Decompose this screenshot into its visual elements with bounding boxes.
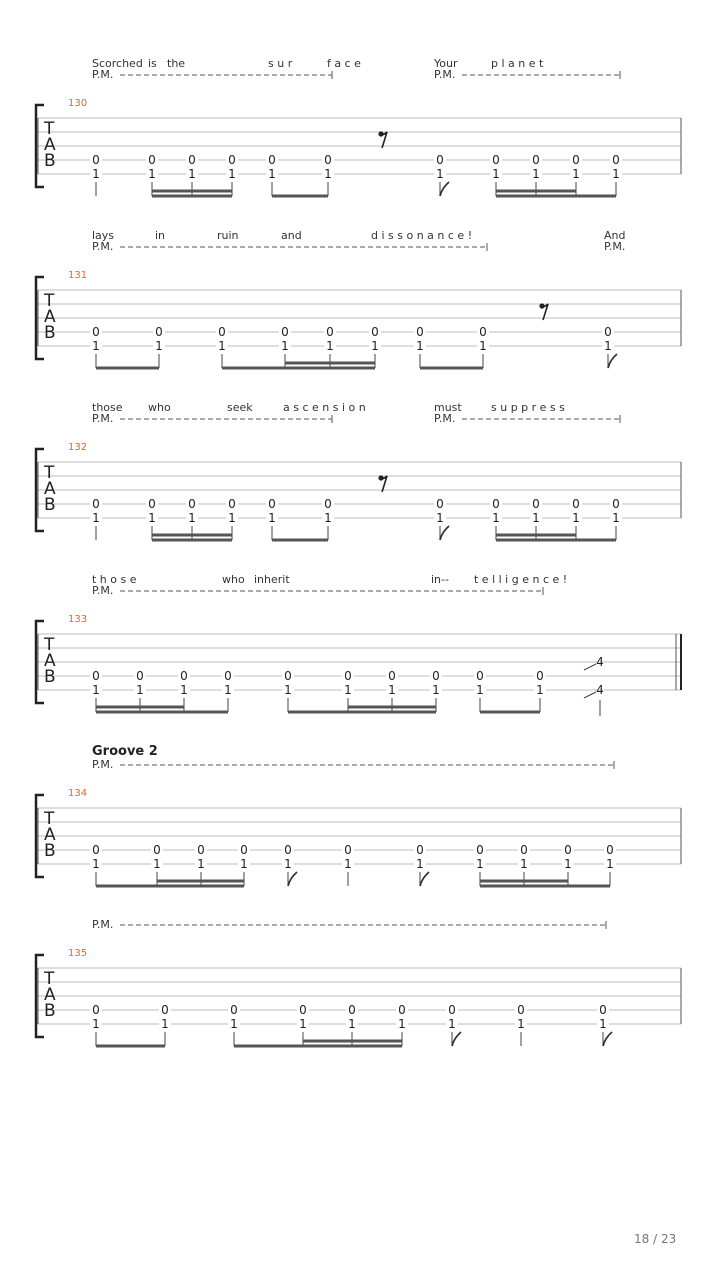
fret-number: 1 [92, 857, 100, 871]
tab-clef-letter: T [44, 119, 55, 139]
lyric-word: is [148, 57, 157, 70]
lyric-word: inherit [254, 573, 290, 586]
fret-number: 1 [136, 683, 144, 697]
fret-number: 1 [479, 339, 487, 353]
fret-number: 0 [599, 1003, 607, 1017]
lyric-word: in [155, 229, 166, 242]
fret-number: 0 [344, 843, 352, 857]
fret-number: 1 [371, 339, 379, 353]
fret-number: 1 [161, 1017, 169, 1031]
fret-number: 1 [436, 167, 444, 181]
fret-number: 1 [148, 511, 156, 525]
fret-number: 0 [230, 1003, 238, 1017]
fret-number: 0 [92, 843, 100, 857]
fret-number: 0 [148, 153, 156, 167]
fret-number: 1 [148, 167, 156, 181]
fret-number: 1 [564, 857, 572, 871]
fret-number: 1 [348, 1017, 356, 1031]
fret-number: 1 [398, 1017, 406, 1031]
fret-number: 0 [448, 1003, 456, 1017]
fret-number: 1 [240, 857, 248, 871]
fret-number: 0 [284, 669, 292, 683]
tab-clef-letter: T [44, 969, 55, 989]
slide-mark [584, 664, 596, 670]
fret-number: 0 [604, 325, 612, 339]
fret-number: 0 [532, 497, 540, 511]
lyric-word: those [92, 401, 123, 414]
fret-number: 1 [92, 511, 100, 525]
fret-number: 0 [416, 325, 424, 339]
fret-number: 0 [536, 669, 544, 683]
fret-number: 1 [416, 339, 424, 353]
palm-mute-label: P.M. [92, 758, 114, 771]
palm-mute-label: P.M. [434, 412, 456, 425]
fret-number: 0 [268, 497, 276, 511]
fret-number: 0 [92, 1003, 100, 1017]
lyric-word: t h o s e [92, 573, 137, 586]
slide-mark [584, 692, 596, 698]
fret-number: 0 [136, 669, 144, 683]
eighth-flag [288, 872, 297, 886]
tab-clef-letter: T [44, 635, 55, 655]
eighth-flag [440, 526, 449, 540]
fret-number: 0 [218, 325, 226, 339]
fret-number: 1 [284, 857, 292, 871]
fret-number: 0 [284, 843, 292, 857]
tab-clef-letter: T [44, 291, 55, 311]
tab-clef-letter: B [44, 1001, 56, 1021]
tab-clef-letter: B [44, 151, 56, 171]
fret-number: 0 [612, 497, 620, 511]
measure-number: 135 [68, 948, 88, 959]
page-number: 18 / 23 [634, 1232, 677, 1246]
fret-number: 0 [224, 669, 232, 683]
lyric-word: and [281, 229, 302, 242]
eighth-flag [420, 872, 429, 886]
fret-number: 1 [448, 1017, 456, 1031]
palm-mute-label: P.M. [92, 68, 114, 81]
fret-number: 1 [180, 683, 188, 697]
fret-number: 1 [299, 1017, 307, 1031]
fret-number: 0 [180, 669, 188, 683]
tab-clef-letter: B [44, 323, 56, 343]
fret-number: 1 [92, 339, 100, 353]
eighth-flag [440, 182, 449, 196]
fret-number: 1 [230, 1017, 238, 1031]
palm-mute-label: P.M. [92, 240, 114, 253]
fret-number: 0 [612, 153, 620, 167]
fret-number: 1 [532, 511, 540, 525]
fret-number: 0 [479, 325, 487, 339]
fret-number: 1 [324, 167, 332, 181]
fret-number: 0 [240, 843, 248, 857]
fret-number: 1 [344, 857, 352, 871]
fret-number: 1 [153, 857, 161, 871]
fret-number: 1 [188, 511, 196, 525]
fret-number: 0 [344, 669, 352, 683]
lyric-word: in-- [431, 573, 449, 586]
fret-number: 0 [517, 1003, 525, 1017]
tab-clef-letter: A [44, 985, 56, 1005]
fret-number: 0 [348, 1003, 356, 1017]
fret-number: 4 [596, 683, 604, 697]
fret-number: 0 [148, 497, 156, 511]
lyric-word: a s c e n s i o n [283, 401, 366, 414]
fret-number: 0 [92, 497, 100, 511]
fret-number: 0 [432, 669, 440, 683]
fret-number: 0 [299, 1003, 307, 1017]
fret-number: 1 [536, 683, 544, 697]
fret-number: 1 [92, 167, 100, 181]
measure-number: 130 [68, 98, 88, 109]
fret-number: 0 [228, 153, 236, 167]
fret-number: 0 [564, 843, 572, 857]
fret-number: 0 [371, 325, 379, 339]
fret-number: 1 [224, 683, 232, 697]
fret-number: 1 [228, 511, 236, 525]
lyric-word: Scorched [92, 57, 143, 70]
lyric-word: who [148, 401, 171, 414]
lyric-word: And [604, 229, 626, 242]
fret-number: 1 [599, 1017, 607, 1031]
fret-number: 1 [324, 511, 332, 525]
fret-number: 0 [188, 497, 196, 511]
fret-number: 0 [281, 325, 289, 339]
fret-number: 0 [416, 843, 424, 857]
fret-number: 1 [517, 1017, 525, 1031]
fret-number: 1 [92, 1017, 100, 1031]
fret-number: 1 [476, 683, 484, 697]
fret-number: 1 [228, 167, 236, 181]
lyric-word: the [167, 57, 186, 70]
section-title: Groove 2 [92, 744, 158, 759]
tab-clef-letter: B [44, 841, 56, 861]
fret-number: 1 [268, 167, 276, 181]
fret-number: 1 [492, 511, 500, 525]
lyric-word: lays [92, 229, 115, 242]
fret-number: 4 [596, 655, 604, 669]
fret-number: 0 [572, 497, 580, 511]
palm-mute-label: P.M. [92, 918, 114, 931]
fret-number: 0 [326, 325, 334, 339]
tab-clef-letter: T [44, 809, 55, 829]
fret-number: 0 [324, 153, 332, 167]
fret-number: 0 [92, 669, 100, 683]
measure-number: 133 [68, 614, 88, 625]
fret-number: 1 [188, 167, 196, 181]
tab-clef-letter: B [44, 667, 56, 687]
fret-number: 0 [228, 497, 236, 511]
fret-number: 1 [572, 511, 580, 525]
fret-number: 0 [161, 1003, 169, 1017]
fret-number: 0 [197, 843, 205, 857]
fret-number: 0 [398, 1003, 406, 1017]
fret-number: 0 [153, 843, 161, 857]
tab-clef-letter: A [44, 135, 56, 155]
fret-number: 0 [520, 843, 528, 857]
lyric-word: who [222, 573, 245, 586]
fret-number: 1 [284, 683, 292, 697]
fret-number: 1 [416, 857, 424, 871]
tab-clef-letter: A [44, 479, 56, 499]
palm-mute-label: P.M. [92, 412, 114, 425]
lyric-word: seek [227, 401, 253, 414]
measure-number: 131 [68, 270, 88, 281]
palm-mute-label: P.M. [434, 68, 456, 81]
fret-number: 1 [344, 683, 352, 697]
lyric-word: s u p p r e s s [491, 401, 565, 414]
fret-number: 0 [436, 497, 444, 511]
fret-number: 1 [612, 167, 620, 181]
fret-number: 1 [92, 683, 100, 697]
lyric-word: ruin [217, 229, 239, 242]
fret-number: 0 [606, 843, 614, 857]
fret-number: 0 [532, 153, 540, 167]
fret-number: 1 [476, 857, 484, 871]
fret-number: 1 [281, 339, 289, 353]
lyric-word: f a c e [327, 57, 361, 70]
lyric-word: Your [434, 57, 458, 70]
fret-number: 0 [268, 153, 276, 167]
fret-number: 1 [532, 167, 540, 181]
fret-number: 0 [188, 153, 196, 167]
fret-number: 1 [604, 339, 612, 353]
lyric-word: d i s s o n a n c e ! [371, 229, 473, 242]
fret-number: 0 [492, 497, 500, 511]
fret-number: 0 [476, 669, 484, 683]
fret-number: 1 [520, 857, 528, 871]
fret-number: 0 [388, 669, 396, 683]
fret-number: 1 [268, 511, 276, 525]
fret-number: 1 [612, 511, 620, 525]
fret-number: 0 [155, 325, 163, 339]
lyric-word: s u r [268, 57, 293, 70]
fret-number: 1 [606, 857, 614, 871]
eighth-flag [608, 354, 617, 368]
fret-number: 0 [324, 497, 332, 511]
fret-number: 1 [492, 167, 500, 181]
fret-number: 0 [92, 325, 100, 339]
measure-number: 134 [68, 788, 88, 799]
fret-number: 1 [197, 857, 205, 871]
fret-number: 1 [388, 683, 396, 697]
fret-number: 1 [572, 167, 580, 181]
eighth-flag [603, 1032, 612, 1046]
measure-number: 132 [68, 442, 88, 453]
fret-number: 1 [218, 339, 226, 353]
fret-number: 1 [436, 511, 444, 525]
tab-clef-letter: A [44, 825, 56, 845]
tab-clef-letter: T [44, 463, 55, 483]
lyric-word: p l a n e t [491, 57, 544, 70]
tab-clef-letter: B [44, 495, 56, 515]
fret-number: 1 [432, 683, 440, 697]
fret-number: 1 [326, 339, 334, 353]
fret-number: 1 [155, 339, 163, 353]
fret-number: 0 [436, 153, 444, 167]
fret-number: 0 [476, 843, 484, 857]
fret-number: 0 [492, 153, 500, 167]
lyric-word: must [434, 401, 462, 414]
tab-clef-letter: A [44, 651, 56, 671]
fret-number: 0 [572, 153, 580, 167]
fret-number: 0 [92, 153, 100, 167]
palm-mute-label: P.M. [604, 240, 626, 253]
palm-mute-label: P.M. [92, 584, 114, 597]
eighth-flag [452, 1032, 461, 1046]
lyric-word: t e l l i g e n c e ! [474, 573, 568, 586]
tab-clef-letter: A [44, 307, 56, 327]
